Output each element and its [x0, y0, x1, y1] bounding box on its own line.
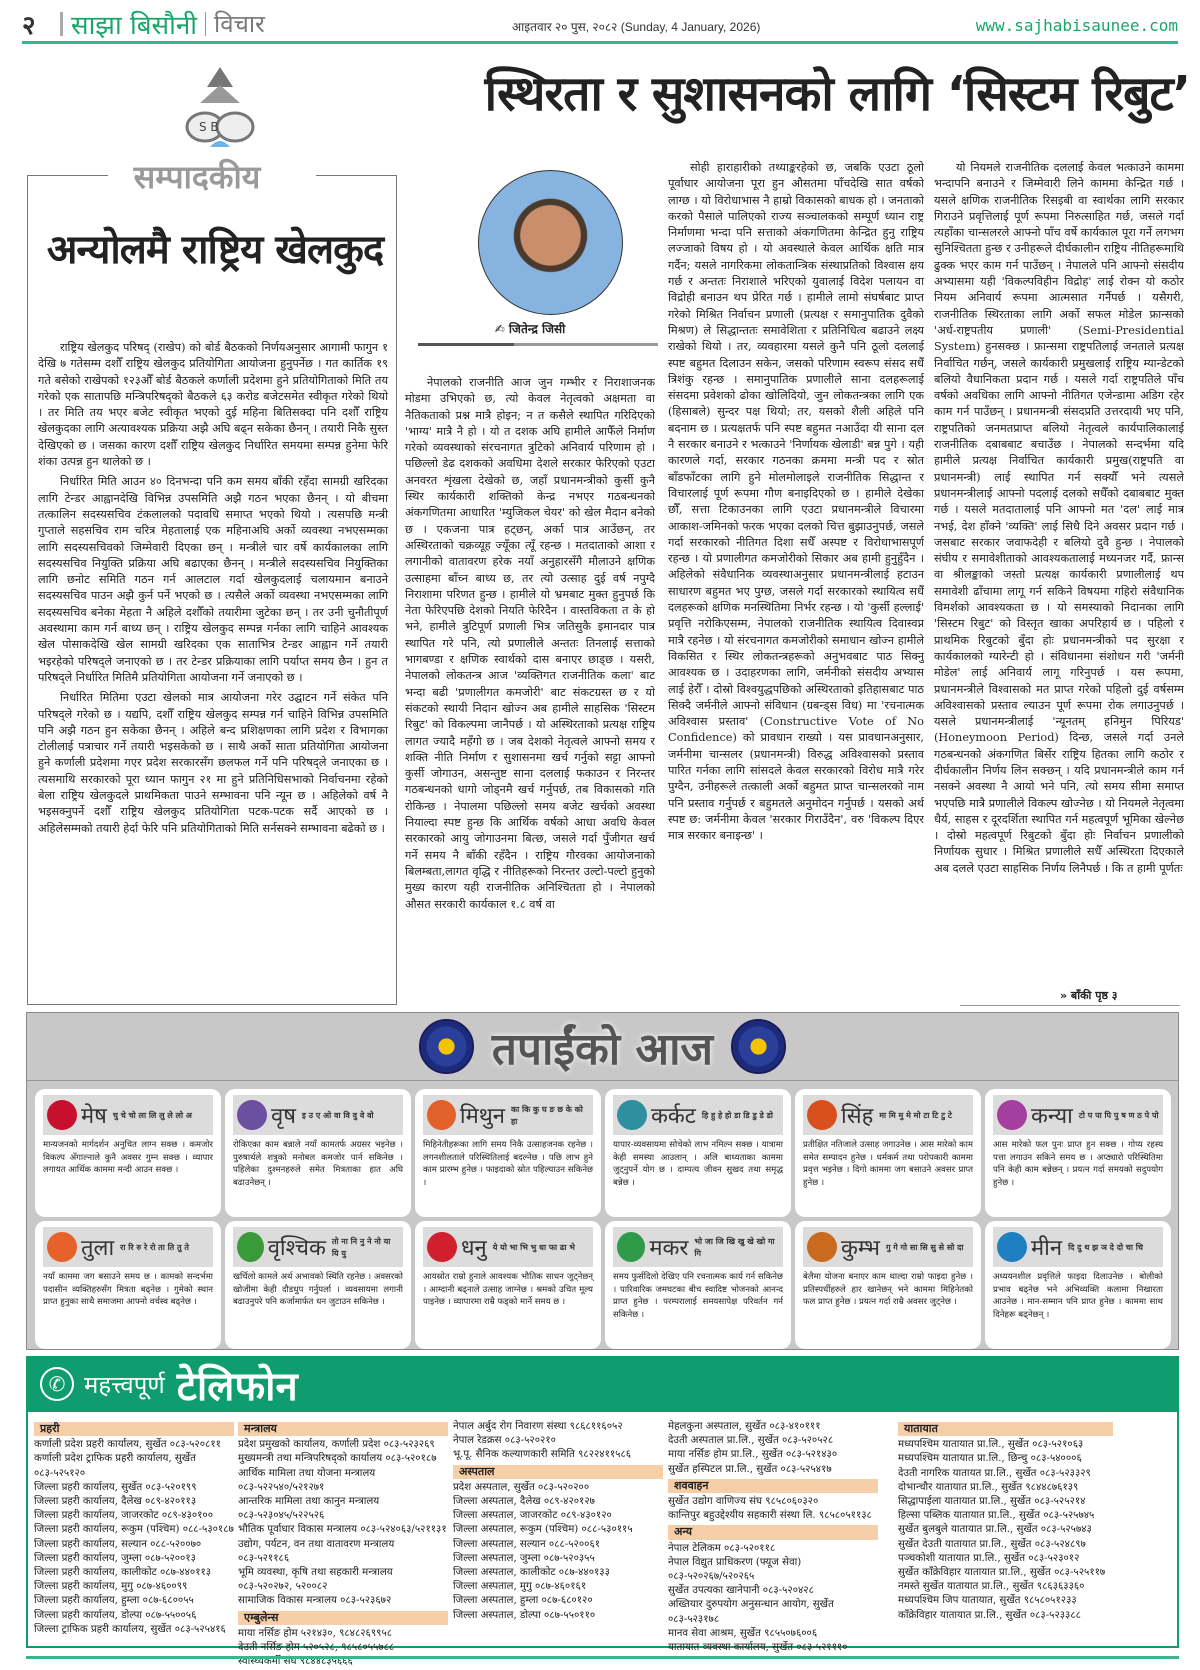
directory-entry: सुर्खेत उद्योग वाणिज्य संघ ९८५८०६०३२०: [668, 1496, 819, 1508]
editorial-paragraph: निर्धारित मिति आउन ४० दिनभन्दा पनि कम समय बाँकी रहँदा सामग्री खरिदका लागि टेन्डर आह्वानदेखि विभिन्न उपसमिति अझै गठन भएका छैनन् । यो बीचमा तत्कालिन सदस्यसचिव टंकलालको पदावधि समाप्त भएको थियो । त्यसपछि मन्त्री गुप्ताले सहसचिव राम चरित्र मेहतालाई एक महिनाअघि अर्को व्यवस्था नभएसम्मका लागि सदस्यसचिवको जिम्मेवारी दिएका छन् । मन्त्रीले चार वर्षे कार्यकालका लागि सदस्यसचिव नियुक्ति प्रक्रिया अघि बढाएका छैनन् । मन्त्रीले सदस्यसचिव नियुक्तिका लागि छनोट समिति गठन गर्न आलटाल गर्दा खेलकुदलाई चलायमान बनाउने सदस्यसचिव पाउन अझै कुर्न पर्ने भएको छ । त्यसैले अर्को व्यवस्था नभएसम्मका लागि सदस्यसचिव बनेका मेहता नै अहिले दशौँको तयारीमा जुटेका छन् । तर उनी चुनौतीपूर्ण अवस्थामा काम गर्न बाध्य छन् । राष्ट्रिय खेलकुद सम्पन्न गर्नका लागि चाहिने आवश्यक खेल पोसाकदेखि खेल सामग्री खरिदका एक साताभित्र टेन्डर आह्वान गर्ने तयारी भइरहेको परिषद्ले जनाएको छ । तर टेन्डर प्रक्रियाका लागि पर्याप्त समय छैन । हुन त परिषद्ले निर्धारित मितिमै प्रतियोगिता आयोजना गर्ने जनाएको छ ।: [38, 475, 388, 684]
zodiac-sign-icon: [807, 1100, 837, 1130]
directory-entry: जिल्ला अस्पताल, सल्यान ०८८-५२००६१: [453, 1538, 601, 1550]
directory-entry: मध्यपश्चिम जिप यातायात, सुर्खेत ९८५८०५१२३३: [898, 1595, 1077, 1607]
directory-entry: काँक्रेविहार यातायात प्रा.लि., सुर्खेत ०८३-५२३३८८: [898, 1609, 1081, 1621]
svg-text:S B: S B: [199, 120, 219, 134]
sign-prediction: मिहिनेतीहरूका लागि समय निकै उत्साहजनक रहनेछ । लगनशीलताले परिस्थितिलाई बदल्नेछ । पछि लाभ हुने काम प्रारम्भ हुनेछ । फाइदाको स्रोत पहिल्याउन सकिनेछ ।: [423, 1140, 593, 1188]
directory-category: मन्त्रालय: [238, 1422, 448, 1436]
sign-prediction: मान्यजनको मार्गदर्शन अनुचित लाग्न सक्छ । कमजोर विकल्प अँगाल्नाले कुनै अवसर गुम्न सक्छ । व्यापार लगायत आर्थिक काममा मन्दी आउन सक्छ ।: [43, 1140, 213, 1175]
sign-letters: टो प पा पि पु ष ण ठ पे पो: [1078, 1110, 1159, 1120]
directory-entry: भौतिक पूर्वाधार विकास मन्त्रालय ०८३-५२४०६३/५२११३१: [238, 1524, 447, 1536]
article-headline: स्थिरता र सुशासनको लागि ‘सिस्टम रिबुट’: [484, 66, 1190, 122]
directory-column: [898, 1420, 1113, 1623]
telephone-title: टेलिफोन: [176, 1363, 298, 1410]
sign-letters: चु चे चो ला लि लु ले लो अ: [112, 1110, 192, 1120]
zodiac-wheel-icon: [419, 1019, 474, 1074]
directory-entry: जिल्ला प्रहरी कार्यालय, हुम्ला ०८७-६८००५५: [34, 1595, 194, 1607]
telephone-directory: [26, 1412, 1179, 1668]
sign-prediction: प्रतीक्षित नतिजाले उत्साह जगाउनेछ । आस मारेको काम समेत सम्पादन हुनेछ । धर्मकर्म तथा परोपकारी काममा प्रवृत्त भइनेछ । दिगो काममा जग बसाउने अवसर प्राप्त हुनेछ ।: [803, 1140, 973, 1188]
article-text: यो नियमले राजनीतिक दललाई केवल भत्काउने काममा भन्दापनि बनाउने र जिम्मेवारी लिने काममा केन्द्रित गर्छ । यसले क्षणिक राजनीतिक रिसइबी वा स्वार्थका लागि सरकार गिराउने प्रवृत्तिलाई पूर्ण रूपमा निरुत्साहित गर्छ, जसले गर्दा त्यहाँका चान्सलरले आफ्नो पाँच वर्षे कार्यकाल पूरा गर्ने लगभग सुनिश्चितता हुन्छ र उनीहरूले दीर्घकालीन राष्ट्रिय नीतिहरूमाथि ढुक्क भएर काम गर्न पाउँछन् । नेपालले पनि आफ्नो संसदीय अभ्यासमा यही 'विकल्पविहीन विद्रोह' लाई रोक्न यो कठोर नियम अनिवार्य रूपमा आत्मसात गर्नैपर्छ । यसैगरी, राजनीतिक स्थिरताका लागि अर्को सफल मोडेल फ्रान्सको 'अर्ध-राष्ट्रपतीय प्रणाली' (Semi-Presidential System) हुनसक्छ । फ्रान्समा राष्ट्रपतिलाई जनताले प्रत्यक्ष निर्वाचित गर्छन्, जसले कार्यकारी प्रमुखलाई राष्ट्रिय म्यान्डेटको बलियो वैधानिकता प्रदान गर्छ । यसले गर्दा राष्ट्रपतिले पाँच वर्षको अवधिका लागि आफ्नो नीतिगत एजेन्डामा अडिग रहेर काम गर्न पाउँछन् । प्रधानमन्त्री संसदप्रति उत्तरदायी भए पनि, राष्ट्रपतिको जनमतप्राप्त बलियो नेतृत्वले कार्यपालिकालाई राजनीतिक दबाबबाट बचाउँछ । नेपालको सन्दर्भमा यदि हामीले प्रत्यक्ष निर्वाचित कार्यकारी प्रमुख(राष्ट्रपति वा प्रधानमन्त्री) लाई स्थापित गर्न सक्यौँ भने त्यसले प्रधानमन्त्रीलाई आफ्नो पदलाई दलको सधैँको दबाबबाट मुक्त गर्छ । यसले मतदातालाई पनि आफ्नो मत 'दल' लाई मात्र नभई, देश हाँक्ने 'व्यक्ति' लाई सिधै दिने अवसर प्रदान गर्छ । जसबाट सरकार जवाफदेही र बलियो दुवै हुन्छ । नेपालको संघीय र समावेशीताको आवश्यकतालाई मध्यनजर गर्दै, फ्रान्स वा श्रीलङ्काको जस्तो प्रत्यक्ष कार्यकारी प्रणालीलाई थप समावेशी ढाँचामा लागू गर्न सकिने विषयमा गहिरो संवैधानिक विमर्शको आवश्यकता छ । यो समस्याको निदानका लागि 'सिस्टम रिबुट' को विस्तृत खाका अपरिहार्य छ । पहिलो र प्राथमिक रिबुटको बुँदा होः प्रधानमन्त्रीको पद सुरक्षा र कार्यकालको ग्यारेन्टी हो । संविधानमा संशोधन गरी 'जर्मनी मोडेल' लाई अनिवार्य लागू गरिनुपर्छ । यस रूपमा, प्रधानमन्त्रीले विश्वासको मत प्राप्त गरेको पहिलो दुई वर्षसम्म अविश्वासको प्रस्ताव ल्याउन पूर्ण रूपमा रोक लगाउनुपर्छ । यसले प्रधानमन्त्रीलाई 'न्यूनतम् हनिमुन पिरियड' (Honeymoon Period) दिन्छ, जसले गर्दा उनले गठबन्धनको अंकगणित बिर्सेर राष्ट्रिय हितका लागि कठोर र दीर्घकालीन निर्णय लिन सक्छन् । यदि प्रधानमन्त्रीले काम गर्न नसक्ने अवस्था नै आयो भने पनि, त्यो समय सीमा समाप्त भएपछि मात्रै प्रणालीले विकल्प खोज्नेछ । यो नियमले नेतृत्वमा धैर्य, साहस र दूरदर्शिता स्थापित गर्न महत्वपूर्ण भूमिका खेल्नेछ । दोस्रो महत्वपूर्ण रिबुटको बुँदा होः निर्वाचन प्रणालीको निर्णायक सुधार । मिश्रित प्रणालीले सधैँ अस्थिरता दिएकाले अब दलले एउटा साहसिक निर्णय लिनैपर्छ । कि त हामी पूर्णतः: [934, 161, 1184, 875]
horoscope-card: [985, 1221, 1171, 1349]
sign-name: कर्कट: [651, 1104, 696, 1129]
zodiac-sign-icon: [237, 1100, 267, 1130]
directory-entry: माया नर्सिङ होम ५२१४३०, ९८४८२६९९५८: [238, 1627, 393, 1639]
directory-entry: उद्योग, पर्यटन, वन तथा वातावरण मन्त्रालय ०८३-५२११८६: [238, 1538, 395, 1564]
editorial-paragraph: निर्धारित मितिमा एउटा खेलको मात्र आयोजना गरेर उद्घाटन गर्ने संकेत पनि परिषद्ले गरेको छ । यद्यपि, दशौँ राष्ट्रिय खेलकुद सम्पन्न गर्न चाहिने विभिन्न उपसमिति पनि अझै गठन हुन सकेका छैनन् । अहिले बन्द प्रशिक्षणका लागि प्रदेश र विभागका टोलीलाई पत्राचार गर्ने तयारी भइसकेको छ । साथै अर्को साता प्रतियोगिता आयोजना हुने कर्णाली प्रदेशमा गएर प्रदेश सरकारसँग छलफल गर्ने पनि परिषद्ले जनाएका छ । त्यसमाथि सरकारको पूरा ध्यान फागुन २१ मा हुने प्रतिनिधिसभाको निर्वाचनमा रहेको बेला राष्ट्रिय खेलकुदले प्राथमिकता पाउने सम्भावना पनि न्यून छ । अहिलेको वर्ष नै भइसक्नुपर्ने दशौँ राष्ट्रिय खेलकुद प्रतियोगिता पटक-पटक सर्दै आएको छ । अहिलेसम्मको तयारी हेर्दा फेरि पनि प्रतियोगिताको मिति सर्नसक्ने सम्भावना बढेको छ ।: [38, 691, 388, 835]
directory-entry: सिद्धापाईला यातायात प्रा.लि., सुर्खेत ०८३-५२५२१४: [898, 1496, 1086, 1508]
directory-entry: देउती नर्सिङ होम ५२०५२८, ९८५८०५५७८८: [238, 1642, 395, 1654]
directory-entry: स्वास्थ्यकर्मी संघ ९८४४८३५६६६: [238, 1656, 353, 1668]
directory-entry: यातायात व्यवस्था कार्यालय, सुर्खेत ०८३-५२१११०: [668, 1642, 848, 1654]
directory-entry: भू.पू. सैनिक कल्याणकारी समिति ९८२२४११५८६: [453, 1449, 632, 1461]
directory-entry: सामाजिक विकास मन्त्रालय ०८३-५२३६७२: [238, 1595, 392, 1607]
directory-column: [668, 1420, 878, 1655]
sign-header: [233, 1095, 403, 1135]
telephone-header: [26, 1356, 1179, 1412]
sign-letters: ये यो भा भि भु धा फा ढा भे: [492, 1242, 575, 1252]
directory-entry: जिल्ला अस्पताल, रूकुम (पश्चिम) ०८८-५३०११५: [453, 1524, 633, 1536]
sign-letters: का कि कु घ ङ छ के को हा: [511, 1104, 583, 1126]
sign-letters: रा रि रु रे रो ता ति तु ते: [120, 1242, 189, 1252]
sign-header: [43, 1227, 213, 1267]
sign-letters: गु गे गो सा सि सु से सो दा: [885, 1242, 964, 1252]
directory-entry: नेपाल अर्बुद रोग निवारण संस्था ९८६८११६०५२: [453, 1421, 623, 1432]
page-number: २: [22, 10, 36, 41]
directory-entry: जिल्ला अस्पताल, हुम्ला ०८७-६८०१२०: [453, 1595, 593, 1607]
directory-entry: मेहलकुना अस्पताल, सुर्खेत ०८३-४१०१११: [668, 1421, 821, 1432]
directory-column: [238, 1420, 448, 1669]
directory-entry: सुर्खेत उपत्यका खानेपानी ०८३-५२०४२८: [668, 1585, 814, 1597]
directory-entry: जिल्ला प्रहरी कार्यालय, कालीकोट ०८७-४४०११३: [34, 1567, 212, 1579]
sign-name: मीन: [1031, 1236, 1063, 1261]
directory-entry: सुर्खेत हस्पिटल प्रा.लि., सुर्खेत ०८३-५२५४१७: [668, 1463, 832, 1475]
horoscope-card: [605, 1089, 791, 1217]
sign-prediction: अध्ययनशील प्रवृत्तिले फाइदा दिलाउनेछ । बोलीको प्रभाव बढ्नेछ भने अभिव्यक्ति कलामा निखारता आउनेछ । मान-सम्मान पनि प्राप्त हुनेछ । काममा साथ दिनेहरू बढ्नेछन् ।: [993, 1272, 1163, 1320]
sign-header: [803, 1095, 973, 1135]
directory-entry: सुर्खेत बुलबुले यातायात प्रा.लि., सुर्खेत ०८३-५२५७४३: [898, 1524, 1092, 1536]
directory-entry: जिल्ला प्रहरी कार्यालय, दैलेख ०८९-४२०११३: [34, 1496, 197, 1508]
directory-entry: मानव सेवा आश्रम, सुर्खेत ९८५५०७६००६: [668, 1627, 818, 1639]
directory-entry: सुर्खेत काँक्रेविहार यातायात प्रा.लि., सुर्खेत ०८३-५२५११७: [898, 1567, 1106, 1579]
zodiac-sign-icon: [427, 1100, 456, 1130]
sign-prediction: खर्चिलो कामले अर्थ अभावको स्थिति रहनेछ । अवसरको खोजीमा केही दौडधुप गर्नुपर्ला । व्यवसायमा लगानी बढाउनुपरे पनि कर्जामार्फत धन जुटाउन सकिनेछ ।: [233, 1272, 403, 1307]
divider: [26, 1656, 1179, 1659]
directory-entry: देउती अस्पताल प्रा.लि., सुर्खेत ०८३-५२०५२८: [668, 1435, 834, 1447]
editorial-title: अन्योलमै राष्ट्रिय खेलकुद: [46, 227, 384, 273]
sign-name: मिथुन: [459, 1104, 506, 1129]
zodiac-sign-icon: [617, 1232, 645, 1262]
directory-entry: नेपाल विद्युत प्राधिकरण (फ्यूज सेवा) ०८३-५२०२६७/५२०२६५: [668, 1556, 802, 1583]
sign-name: वृष: [271, 1104, 296, 1129]
directory-entry: नमस्ते सुर्खेत यातायात प्रा.लि., सुर्खेत ९८६३६३३६०: [898, 1581, 1085, 1593]
sign-letters: हि हु हे हो डा डि डु डे डो: [701, 1110, 773, 1120]
directory-column: [34, 1420, 234, 1637]
zodiac-sign-icon: [807, 1232, 837, 1262]
telephone-subtitle: महत्त्वपूर्ण: [84, 1370, 165, 1399]
directory-entry: जिल्ला अस्पताल, जाजरकोट ०८९-४३०१२०: [453, 1510, 612, 1522]
horoscope-card: [225, 1089, 411, 1217]
directory-entry: आर्थिक मामिला तथा योजना मन्त्रालय ०८३-५२२५४०/५२१२७१: [238, 1467, 376, 1493]
directory-entry: जिल्ला प्रहरी कार्यालय, जाजरकोट ०८९-४३०१००: [34, 1510, 214, 1522]
sign-name: धनु: [461, 1236, 487, 1261]
sign-header: [613, 1095, 783, 1135]
directory-entry: आन्तरिक मामिला तथा कानुन मन्त्रालय ०८३-५२३०४५/५२२५२६: [238, 1496, 380, 1522]
sign-letters: दि दु थ झ ञ दे दो चा चि: [1068, 1242, 1143, 1252]
sign-name: कुम्भ: [841, 1236, 880, 1261]
directory-entry: माया नर्सिङ होम प्रा.लि., सुर्खेत ०८३-५२१४३०: [668, 1449, 838, 1461]
directory-entry: जिल्ला प्रहरी कार्यालय, जुम्ला ०८७-५२००१३: [34, 1552, 196, 1564]
sign-prediction: यापार-व्यवसायमा सोचेको लाभ नमिल्न सक्छ । यात्रामा केही समस्या आउलान् । अलि बाध्यताका काममा जुट्नुपर्ने योग छ । दाम्पत्य जीवन सुखद तथा समृद्ध बन्नेछ ।: [613, 1140, 783, 1188]
author-byline: ✍ जितेन्द्र जिसी: [494, 322, 566, 336]
directory-entry: नेपाल रेडक्रस ०८३-५२०२१०: [453, 1435, 556, 1447]
directory-entry: पञ्चकोशी यातायात प्रा.लि., सुर्खेत ०८३-५२३०१२: [898, 1552, 1080, 1564]
directory-category: शववाहन: [668, 1479, 878, 1493]
horoscope-card: [415, 1089, 601, 1217]
editorial-label: सम्पादकीय: [133, 158, 261, 196]
zodiac-sign-icon: [427, 1232, 457, 1262]
horoscope-card: [35, 1089, 221, 1217]
horoscope-section: [26, 1012, 1179, 1350]
directory-entry: कान्तिपुर बहुउद्देश्यीय सहकारी संस्था लि. ९८५८०५११३८: [668, 1510, 872, 1522]
directory-entry: अख्तियार दुरुपयोग अनुसन्धान आयोग, सुर्खेत ०८३-५२३१७८: [668, 1599, 834, 1625]
divider: [960, 1005, 1180, 1006]
author-photo: [478, 170, 623, 315]
directory-entry: जिल्ला ट्राफिक प्रहरी कार्यालय, सुर्खेत ०८३-५२५४१६: [34, 1623, 226, 1635]
section-name: विचार: [214, 10, 265, 38]
directory-category: अन्य: [668, 1525, 878, 1539]
directory-entry: मुख्यमन्त्री तथा मन्त्रिपरिषद्को कार्यालय ०८३-५२०१८७: [238, 1453, 437, 1465]
horoscope-card: [985, 1089, 1171, 1217]
horoscope-card: [605, 1221, 791, 1349]
horoscope-header: [27, 1013, 1178, 1081]
horoscope-card: [795, 1089, 981, 1217]
sign-prediction: बेलैमा योजना बनाएर काम थाल्दा राम्रो फाइदा हुनेछ । प्रतिस्पर्धीहरुले हार खानेछन् भने काममा मिहिनेतको फल प्राप्त हुनेछ । प्रयत्न गर्दा राम्रै अवसर जुट्नेछ ।: [803, 1272, 973, 1307]
continued-link[interactable]: » बाँकी पृष्ठ ३: [1060, 989, 1118, 1002]
directory-entry: जिल्ला प्रहरी कार्यालय, सल्यान ०८८-५२००७०: [34, 1538, 202, 1550]
sign-header: [423, 1227, 593, 1267]
directory-entry: कर्णाली प्रदेश प्रहरी कार्यालय, सुर्खेत ०८३-५२०८११: [34, 1439, 221, 1451]
directory-entry: जिल्ला अस्पताल, डोल्पा ०८७-५५०११०: [453, 1609, 596, 1621]
sign-header: [43, 1095, 213, 1135]
sign-header: [613, 1227, 783, 1267]
directory-category: प्रहरी: [34, 1422, 234, 1436]
paper-logo-icon: [175, 65, 265, 155]
directory-entry: जिल्ला प्रहरी कार्यालय, डोल्पा ०८७-५५००५६: [34, 1609, 197, 1621]
masthead: [22, 6, 1178, 44]
sign-prediction: रोकिएका काम बन्नाले नयाँ कामतर्फ अग्रसर भइनेछ । पुरुषार्थले शत्रुको मनोबल कमजोर पार्न सकिनेछ । पहिलेका दुश्मनहरुले समेत मित्रताका हात अघि बढाउनेछन् ।: [233, 1140, 403, 1188]
directory-entry: जिल्ला प्रहरी कार्यालय, मुगु ०८७-४६००९९: [34, 1581, 188, 1593]
sign-header: [803, 1227, 973, 1267]
sign-letters: मा मि मु मे मो टा टि टु टे: [879, 1110, 952, 1120]
directory-column: [453, 1420, 663, 1623]
directory-entry: जिल्ला अस्पताल, मुगु ०८७-४६०१६१: [453, 1581, 587, 1593]
directory-category: अस्पताल: [453, 1465, 663, 1479]
editorial-body: [38, 340, 388, 841]
directory-entry: प्रदेश अस्पताल, सुर्खेत ०८३-५२०२००: [453, 1481, 590, 1493]
horoscope-card: [795, 1221, 981, 1349]
sign-prediction: नयाँ काममा जग बसाउने समय छ । कामको सन्दर्भमा पदासीन व्यक्तिहरुसँग मित्रता बढ्नेछ । गुमेको स्थान प्राप्त हुनुका साथै समाजमा आफ्नो वर्चस्व बढ्नेछ ।: [43, 1272, 213, 1307]
sign-name: वृश्चिक: [267, 1236, 326, 1261]
directory-entry: जिल्ला अस्पताल, जुम्ला ०८७-५२०३५५: [453, 1552, 595, 1564]
zodiac-wheel-icon: [731, 1019, 786, 1074]
directory-entry: जिल्ला अस्पताल, दैलेख ०८९-४२०१२७: [453, 1496, 595, 1508]
directory-category: एम्बुलेन्स: [238, 1611, 448, 1625]
sign-header: [233, 1227, 403, 1267]
zodiac-sign-icon: [997, 1100, 1027, 1130]
horoscope-card: [225, 1221, 411, 1349]
zodiac-sign-icon: [237, 1232, 264, 1262]
divider: [205, 12, 206, 36]
sign-name: सिंह: [841, 1104, 874, 1129]
directory-entry: जिल्ला प्रहरी कार्यालय, रूकुम (पश्चिम) ०८८-५३०१८७: [34, 1524, 234, 1536]
sign-name: मकर: [649, 1236, 689, 1261]
directory-entry: जिल्ला अस्पताल, कालीकोट ०८७-४४०१३३: [453, 1567, 610, 1579]
sign-prediction: आस मारेको फल पुनः प्राप्त हुन सक्छ । गोप्य रहस्य पत्ता लगाउन सकिने समय छ । अप्ठ्यारो परिस्थितिमा पनि केही काम बन्नेछन् । प्रयत्न गर्दा समयको सदुपयोग हुनेछ ।: [993, 1140, 1163, 1188]
horoscope-grid: [35, 1089, 1171, 1349]
directory-category: यातायात: [898, 1422, 1113, 1436]
sign-letters: भो जा जि खि खु खे खो गा गि: [694, 1236, 775, 1258]
paper-name: साझा बिसौनी: [71, 10, 198, 41]
horoscope-card: [415, 1221, 601, 1349]
directory-entry: भूमि व्यवस्था, कृषि तथा सहकारी मन्त्रालय ०८३-५२०२७२, ५२००८२: [238, 1567, 393, 1593]
article-column-2: [668, 160, 924, 1005]
directory-entry: सुर्खेत देउती यातायात प्रा.लि., सुर्खेत ०८३-५२४८९७: [898, 1538, 1086, 1550]
article-column-3: [934, 160, 1184, 985]
directory-entry: दोभान्चौर यातायात प्रा.लि., सुर्खेत ९८४४८७६१३९: [898, 1481, 1079, 1493]
divider: [60, 12, 63, 36]
website-link[interactable]: www.sajhabisaunee.com: [975, 16, 1178, 35]
zodiac-sign-icon: [617, 1100, 647, 1130]
issue-date: आइतवार २० पुस, २०८२ (Sunday, 4 January, 2026): [512, 20, 761, 34]
zodiac-sign-icon: [47, 1232, 77, 1262]
sign-header: [993, 1227, 1163, 1267]
sign-name: मेष: [81, 1104, 107, 1129]
sign-prediction: आयस्रोत राम्रो हुनाले आवश्यक भौतिक साधन जुट्नेछन् । आम्दानी बढ्नाले उत्साह जाग्नेछ । श्रमको उचित मूल्य पाइनेछ । व्यापारमा राम्रै फड्को मार्ने समय छ ।: [423, 1272, 593, 1307]
zodiac-sign-icon: [47, 1100, 77, 1130]
directory-entry: कर्णाली प्रदेश ट्राफिक प्रहरी कार्यालय, सुर्खेत ०८३-५२५१२०: [34, 1453, 196, 1479]
sign-letters: तो ना नि नु ने नो या यि यु: [331, 1236, 391, 1258]
sign-header: [423, 1095, 593, 1135]
horoscope-card: [35, 1221, 221, 1349]
sign-prediction: समय फुर्सदिलो देखिए पनि रचनात्मक कार्य गर्न सकिनेछ । पारिवारिक जमघटका बीच स्वादिष्ट भोजनको आनन्द प्राप्त हुनेछ । परम्परालाई समयसापेक्ष परिवर्तन गर्न सकिनेछ ।: [613, 1272, 783, 1320]
sign-name: कन्या: [1031, 1104, 1073, 1129]
sign-letters: इ उ ए ओ वा वि वु वे वो: [301, 1110, 374, 1120]
article-column-1: [405, 375, 655, 1005]
article-text: नेपालको राजनीति आज जुन गम्भीर र निराशाजनक मोडमा उभिएको छ, त्यो केवल नेतृत्वको अक्षमता वा नैतिकताको प्रश्न मात्रै होइन; न त कसैले स्थापित गरिदिएको 'भाग्य' मात्रै नै हो । यो त दशक अघि हामीले आफैँले निर्माण गरेको व्यवस्थाको संरचनागत त्रुटिको अनिवार्य परिणाम हो । पछिल्लो डेढ दशकको अवधिमा देशले सरकार फेरिएको एउटा अनवरत शृंखला देखेको छ, जहाँ प्रधानमन्त्रीको कुर्सी कुनै स्थिर कार्यकारी शक्तिको केन्द्र नभएर गठबन्धनको अंकगणितमा आधारित 'म्युजिकल चेयर' को खेल मैदान बनेको छ । एकजना पात्र हट्छन्, अर्का पात्र आउँछन्, तर अस्थिरताको चक्रव्यूह ज्यूँका त्यूँ रहन्छ । मतदाताको आशा र लगानीको वातावरण हरेक नयाँ अनुहारसँगै मौलाउने क्षणिक उत्साहमा बाँच्न बाध्य छ, तर त्यो उत्साह दुई वर्ष नपुग्दै निराशामा परिणत हुन्छ । हामीले यो भ्रमबाट मुक्त हुनुपर्छ कि नेता फेरिएपछि देशको नियति फेरिदैन । वास्तविकता त के हो भने, हामीले त्रुटिपूर्ण प्रणाली भित्र जतिसुकै इमानदार पात्र स्थापित गरे पनि, त्यो प्रणालीले अन्ततः तिनलाई सत्ताको भागबण्डा र क्षणिक स्वार्थको दास बनाएर छाड्छ । यसरी, नेपालको लोकतन्त्र आज 'व्यक्तिगत राजनीतिक कला' बाट भन्दा बढी 'प्रणालीगत कमजोरी' बाट संकटग्रस्त छ र यो संकटको स्थायी निदान खोज्न अब हामीले साहसिक 'सिस्टम रिबुट' को विकल्पमा जानैपर्छ । यो अस्थिरताको प्रत्यक्ष राष्ट्रिय लागत ज्यादै महँगो छ । जब देशको नेतृत्वले आफ्नो समय र शक्ति नीति निर्माण र सुशासनमा खर्च गर्नुको सट्टा आफ्नो कुर्सी जोगाउन, असन्तुष्ट साना दललाई फकाउन र निरन्तर गठबन्धनको धागो जोड्नमै खर्च गर्नुपर्छ, तब विकासको गति रोकिन्छ । नेपालमा पछिल्लो समय बजेट खर्चको अवस्था नियाल्दा स्पष्ट हुन्छ कि आर्थिक वर्षको आधा अवधि केवल सरकारको आयु जोगाउनमा बित्छ, जसले गर्दा पुँजीगत खर्च गर्ने समय नै बाँकी रहँदैन । राष्ट्रिय गौरवका आयोजनाको बिलम्बता,लागत वृद्धि र नीतिहरूको निरन्तर उल्टो-पल्टो हुनुको मुख्य कारण यही राजनीतिक अनिश्चितता हो । नेपालको औसत सरकारी कार्यकाल १.८ वर्ष वा: [405, 376, 655, 911]
phone-icon: ✆: [40, 1367, 74, 1401]
directory-entry: नेपाल टेलिकम ०८३-५२०११८: [668, 1542, 776, 1554]
directory-entry: देउती नागरिक यातायत प्रा.लि., सुर्खेत ०८३-५२३३२९: [898, 1467, 1091, 1479]
article-text: सोही हाराहारीको तथ्याङ्करहेको छ, जबकि एउटा ठूलो पूर्वाधार आयोजना पूरा हुन औसतमा पाँचदेखि सात वर्षको लाग्छ । यो विरोधाभास नै हाम्रो विकासको बाधक हो । जनताको करको पैसाले पालिएको राज्य सञ्चालकको सम्पूर्ण ध्यान राष्ट्र निर्माणमा भन्दा पनि सत्ताको अंकगणितमा केन्द्रित हुनु राष्ट्रिय लज्जाको विषय हो । यो अवस्थाले केवल आर्थिक क्षति मात्र गर्दैन; यसले नागरिकमा लोकतान्त्रिक संस्थाप्रतिको विश्वास क्षय गर्छ र अन्ततः निराशाले भरिएको युवालाई विदेश पलायन वा विद्रोही बनाउन थप प्रेरित गर्छ । हामीले लामो संघर्षबाट प्राप्त गरेको मिश्रित निर्वाचन प्रणाली (प्रत्यक्ष र समानुपातिक दुवैको मिश्रण) ले सिद्धान्ततः समावेशिता र प्रतिनिधित्व बढाउने लक्ष्य राखेको थियो । तर, व्यवहारमा यसले कुनै पनि ठूलो दललाई स्पष्ट बहुमत दिलाउन सकेन, जसको परिणाम स्वरूप संसद सधैँ त्रिशंकु रहन्छ । समानुपातिक प्रणालीले साना दलहरूलाई संसदमा प्रवेशको ढोका खोलिदियो, जुन लोकतन्त्रका लागि एक (हिसाबले) सुन्दर पक्ष थियो; तर, यसको शैली अहिले पनि बदनाम छ । प्रत्यक्षतर्फ पनि स्पष्ट बहुमत नआउँदा यी साना दल नै सरकार बनाउने र भत्काउने 'निर्णायक खेलाडी' बन्न पुगे । यही कारणले गर्दा, सरकार गठनका क्रममा मन्त्री पद र स्रोत बाँडफाँटका लागि हुने मोलमोलाइले राजनीतिक सिद्धान्त र विचारलाई पूर्ण रूपमा गौण बनाइदिएको छ । हामीले देखेका छौँ, सत्ता टिकाउनका लागि एउटा प्रधानमन्त्रीले विचारमा आकाश-जमिनको फरक भएका दलको चित्त बुझाउनुपर्छ, जसले गर्दा सरकारको नीतिगत दिशा सधैँ अस्पष्ट र विरोधाभासपूर्ण रहन्छ । यो प्रणालीगत कमजोरीको सिकार अब हामी हुनुहुँदैन । अहिलेको संवैधानिक व्यवस्थाअनुसार प्रधानमन्त्रीलाई हटाउन साधारण बहुमत भए पुग्छ, जसले गर्दा सरकारको स्थायित्व सधैँ दलहरूको क्षणिक मनस्थितिमा निर्भर रहन्छ । यो 'कुर्सी हल्लाई' प्रवृत्ति नरोकिएसम्म, नेपालको राजनीतिक स्थायित्व दिवास्वप्न मात्रै रहनेछ । यो संरचनागत कमजोरीको समाधान खोज्न हामीले विकसित र स्थिर लोकतन्त्रहरूको अनुभवबाट पाठ सिक्नु आवश्यक छ । उदाहरणका लागि, जर्मनीको संसदीय अभ्यास लाई हेरौँ । दोस्रो विश्वयुद्धपछिको अस्थिरताको इतिहासबाट पाठ सिक्दै जर्मनीले आफ्नो संविधान (ग्रबन्ड्स विध) मा 'रचनात्मक अविश्वास प्रस्ताव' (Constructive Vote of No Confidence) को प्रावधान राख्यो । यस प्रावधानअनुसार, जर्मनीमा चान्सलर (प्रधानमन्त्री) विरुद्ध अविश्वासको प्रस्ताव पारित गर्नका लागि सांसदले केवल सरकारको विरोध मात्रै गरेर पुग्दैन, उनीहरूले तत्काली अर्को बहुमत प्राप्त चान्सलरको नाम पनि प्रस्ताव गर्नुपर्छ र बहुमतले अनुमोदन गर्नुपर्छ । यसको अर्थ स्पष्ट छ: जर्मनीमा केवल 'सरकार गिराउँदैन', वरु 'विकल्प दिएर मात्र सरकार बनाइन्छ' ।: [668, 161, 924, 843]
directory-entry: मध्यपश्चिम यातायात प्रा.लि., छिन्चु ०८३-५४०००६: [898, 1453, 1082, 1465]
directory-entry: मध्यपश्चिम यातायात प्रा.लि., सुर्खेत ०८३-५२१०६३: [898, 1439, 1084, 1451]
directory-entry: जिल्ला प्रहरी कार्यालय, सुर्खेत ०८३-५२०१९९: [34, 1481, 197, 1493]
sign-header: [993, 1095, 1163, 1135]
divider: [418, 343, 658, 346]
horoscope-title: तपाईंको आज: [491, 1023, 714, 1075]
sign-name: तुला: [81, 1236, 115, 1261]
zodiac-sign-icon: [997, 1232, 1027, 1262]
editorial-paragraph: राष्ट्रिय खेलकुद परिषद् (राखेप) को बोर्ड बैठकको निर्णयअनुसार आगामी फागुन १ देखि ७ गतेसम्म दशौँ राष्ट्रिय खेलकुद प्रतियोगिता आयोजना हुनुपर्नेछ । गत कार्तिक १९ गते बसेको राखेपको १२३औँ बोर्ड बैठकले कर्णाली प्रदेशमा हुने प्रतियोगिताको मिति तय गरेको एक सातापछि मन्त्रिपरिषद्को बैठकले ६३ करोड बजेटसमेत स्वीकृत गरेको थियो । तर मिति तय भएर बजेट स्वीकृत भएको दुई महिना बितिसक्दा पनि दशौँ राष्ट्रिय खेलकुदका लागि अत्यावश्यक प्रक्रिया अझै अघि बढ्न सकेका छैनन् । तयारी निकै सुस्त देखिएको छ । जसका कारण दशौँ राष्ट्रिय खेलकुद निर्धारित समयमा सम्पन्न हुनेमा फेरि शंका उत्पन्न हुन थालेको छ ।: [38, 341, 388, 469]
directory-entry: हिल्सा पब्लिक यातायात प्रा.लि., सुर्खेत ०८३-५२५७४५: [898, 1510, 1095, 1522]
directory-entry: प्रदेश प्रमुखको कार्यालय, कर्णाली प्रदेश ०८३-५२३२६९: [238, 1439, 435, 1451]
